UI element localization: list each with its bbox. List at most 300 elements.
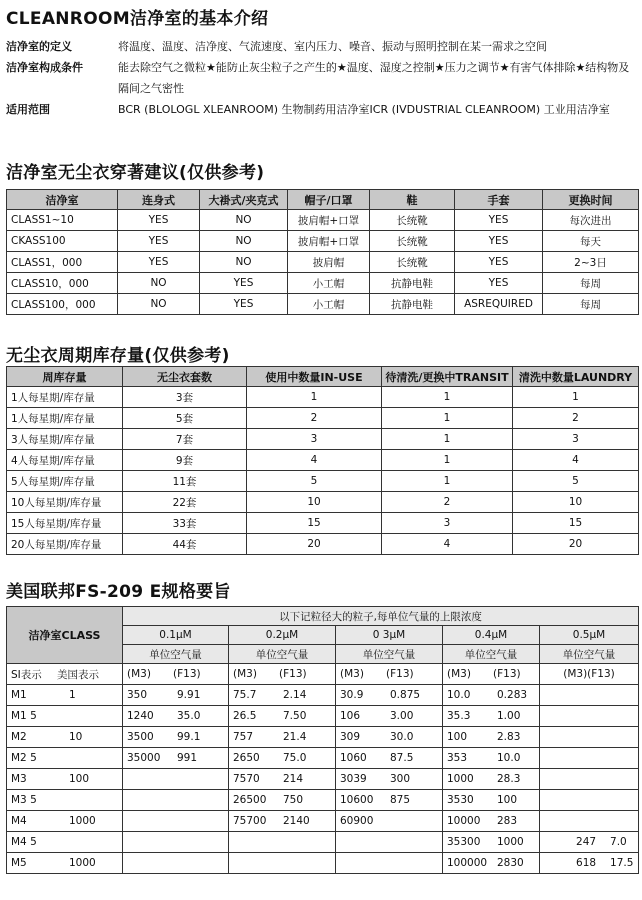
concentration-cell: [540, 769, 639, 790]
m3-value: 757: [233, 731, 254, 743]
si-label: SI表示: [11, 668, 42, 681]
m3-value: 35300: [447, 836, 481, 848]
table-cell: CLASS1~10: [7, 210, 118, 231]
table-row: [7, 210, 639, 231]
table-row: [7, 252, 639, 273]
f13-value: 875: [390, 794, 411, 806]
split-cell: [233, 773, 335, 785]
split-cell: [11, 752, 122, 764]
column-header: 洁净室: [7, 190, 118, 210]
definition-text: BCR (BLOLOGL XLEANROOM) 生物制药用洁净室ICR (IVDUSTRIAL CLEANROOM) 工业用洁净室: [118, 103, 610, 116]
f13-value: 214: [283, 773, 304, 785]
concentration-cell: [336, 811, 443, 832]
split-cell: [340, 668, 442, 680]
definition-block: [6, 36, 636, 120]
split-cell: [447, 857, 539, 869]
concentration-cell: [123, 790, 229, 811]
split-cell: [447, 752, 539, 764]
m3-label: (M3): [127, 668, 151, 680]
table-cell: 1人每星期/库存量: [7, 408, 123, 429]
split-cell: [544, 857, 638, 869]
m3-value: 26500: [233, 794, 267, 806]
column-header: 待清洗/更换中TRANSIT: [382, 367, 513, 387]
concentration-cell: [229, 748, 336, 769]
table-cell: 4: [247, 450, 382, 471]
table-cell: 5: [513, 471, 639, 492]
table-cell: 4人每星期/库存量: [7, 450, 123, 471]
m3-label: (M3): [233, 668, 257, 680]
split-cell: [340, 731, 442, 743]
f13-label: (F13): [493, 668, 521, 680]
us-value: 10: [69, 731, 83, 743]
definition-row: [6, 36, 636, 57]
table-row: [7, 832, 639, 853]
table-cell: 小工帽: [288, 273, 370, 294]
column-header: 使用中数量IN-USE: [247, 367, 382, 387]
table-row: [7, 492, 639, 513]
m3-label: (M3): [340, 668, 364, 680]
section-title-inventory: 无尘衣周期库存量(仅供参考): [6, 346, 230, 366]
si-value: M1: [11, 689, 27, 701]
table-cell: 披肩帽: [288, 252, 370, 273]
table-cell: 2~3日: [543, 252, 639, 273]
table-cell: 2: [382, 492, 513, 513]
table-cell: 每次进出: [543, 210, 639, 231]
split-cell: [127, 689, 228, 701]
concentration-cell: [443, 727, 540, 748]
split-cell: [447, 731, 539, 743]
si-value: M4 5: [11, 836, 37, 848]
concentration-cell: [336, 832, 443, 853]
us-value: 100: [69, 773, 90, 785]
split-cell: [340, 815, 442, 827]
concentration-cell: [443, 769, 540, 790]
m3-value: 1060: [340, 752, 367, 764]
definition-text: 将温度、温度、洁净度、气流速度、室内压力、噪音、振动与照明控制在某一需求之空间: [118, 40, 547, 53]
split-cell: [447, 836, 539, 848]
column-header: 连身式: [118, 190, 200, 210]
table-cell: 长统靴: [370, 210, 455, 231]
table-cell: 1: [382, 408, 513, 429]
split-cell: [11, 836, 122, 848]
unit-header: 单位空气量: [443, 645, 540, 664]
table-cell: 3: [382, 513, 513, 534]
concentration-cell: [123, 706, 229, 727]
table-cell: 长统靴: [370, 252, 455, 273]
concentration-cell: [123, 727, 229, 748]
table-cell: 1人每星期/库存量: [7, 387, 123, 408]
concentration-cell: [336, 706, 443, 727]
table-row: [7, 408, 639, 429]
concentration-cell: [336, 748, 443, 769]
concentration-cell: [540, 706, 639, 727]
table-cell: 5套: [123, 408, 247, 429]
concentration-cell: [123, 748, 229, 769]
split-cell: [340, 689, 442, 701]
table-header-row: [7, 607, 639, 626]
table-cell: 3: [247, 429, 382, 450]
si-value: M2: [11, 731, 27, 743]
split-cell: [11, 689, 122, 701]
f13-value: 87.5: [390, 752, 414, 764]
m3-value: 75700: [233, 815, 267, 827]
table-cell: CKASS100: [7, 231, 118, 252]
us-value: 1: [69, 689, 76, 701]
section-title-garment: 洁净室无尘衣穿著建议(仅供参考): [6, 163, 265, 183]
table-row: [7, 534, 639, 555]
sub-header-row: [7, 664, 639, 685]
unit-sub-header: [123, 664, 229, 685]
table-cell: 20: [513, 534, 639, 555]
table-cell: CLASS1，000: [7, 252, 118, 273]
split-cell: [233, 689, 335, 701]
concentration-cell: [443, 853, 540, 874]
unit-header: 单位空气量: [229, 645, 336, 664]
table-row: [7, 273, 639, 294]
class-cell: [7, 790, 123, 811]
unit-sub-header: [229, 664, 336, 685]
m3-value: 75.7: [233, 689, 257, 701]
table-cell: 15: [247, 513, 382, 534]
table-cell: YES: [118, 231, 200, 252]
concentration-cell: [540, 853, 639, 874]
us-value: 1000: [69, 815, 96, 827]
table-header-row: [7, 190, 639, 210]
garment-table: [6, 189, 639, 315]
split-cell: [544, 836, 638, 848]
split-cell: [233, 794, 335, 806]
si-value: M5: [11, 857, 27, 869]
f13-value: 2830: [497, 857, 524, 869]
table-cell: 抗静电鞋: [370, 294, 455, 315]
table-cell: 22套: [123, 492, 247, 513]
table-cell: 披肩帽+口罩: [288, 210, 370, 231]
split-cell: [233, 710, 335, 722]
split-cell: [11, 731, 122, 743]
table-row: [7, 231, 639, 252]
column-header: 周库存量: [7, 367, 123, 387]
f13-value: 10.0: [497, 752, 521, 764]
table-row: [7, 748, 639, 769]
table-cell: 1: [382, 450, 513, 471]
particle-size-header: 0.4μM: [443, 626, 540, 645]
f13-value: 283: [497, 815, 518, 827]
concentration-cell: [443, 811, 540, 832]
table-cell: YES: [455, 231, 543, 252]
table-header-row: [7, 367, 639, 387]
m3-value: 30.9: [340, 689, 364, 701]
concentration-cell: [229, 790, 336, 811]
concentration-cell: [229, 769, 336, 790]
f13-label: (F13): [386, 668, 414, 680]
concentration-cell: [123, 685, 229, 706]
f13-value: 0.283: [497, 689, 528, 701]
table-row: [7, 387, 639, 408]
m3-value: 2650: [233, 752, 260, 764]
table-cell: 1: [247, 387, 382, 408]
table-cell: NO: [118, 294, 200, 315]
table-cell: 2: [247, 408, 382, 429]
m3-value: 618: [576, 857, 597, 869]
fs209-table: [6, 606, 639, 874]
unit-header: 单位空气量: [540, 645, 639, 664]
class-cell: [7, 706, 123, 727]
m3-value: 26.5: [233, 710, 257, 722]
table-cell: 15: [513, 513, 639, 534]
concentration-header: 以下记粒径大的粒子,每单位气量的上限浓度: [123, 607, 639, 626]
f13-value: 2.83: [497, 731, 521, 743]
column-header: 更换时间: [543, 190, 639, 210]
table-row: [7, 294, 639, 315]
f13-label: (F13): [279, 668, 307, 680]
concentration-cell: [336, 769, 443, 790]
m3-value: 35.3: [447, 710, 471, 722]
f13-value: 9.91: [177, 689, 201, 701]
table-cell: CLASS10，000: [7, 273, 118, 294]
m3-value: 1240: [127, 710, 154, 722]
column-header: 大褂式/夹克式: [200, 190, 288, 210]
split-cell: [11, 815, 122, 827]
table-cell: CLASS100，000: [7, 294, 118, 315]
m3-value: 247: [576, 836, 597, 848]
table-cell: 33套: [123, 513, 247, 534]
f13-value: 2140: [283, 815, 310, 827]
split-cell: [127, 752, 228, 764]
split-cell: [233, 731, 335, 743]
split-cell: [340, 794, 442, 806]
concentration-cell: [229, 853, 336, 874]
table-cell: 每周: [543, 273, 639, 294]
m3-value: 10.0: [447, 689, 471, 701]
m3-value: 10000: [447, 815, 481, 827]
table-cell: YES: [118, 252, 200, 273]
table-cell: 3: [513, 429, 639, 450]
concentration-cell: [443, 790, 540, 811]
f13-value: 2.14: [283, 689, 307, 701]
inventory-table: [6, 366, 639, 555]
table-cell: 3套: [123, 387, 247, 408]
table-cell: 4: [382, 534, 513, 555]
concentration-cell: [540, 790, 639, 811]
split-cell: [233, 815, 335, 827]
table-cell: YES: [455, 210, 543, 231]
definition-row: [6, 57, 636, 99]
table-cell: 2: [513, 408, 639, 429]
table-cell: 15人每星期/库存量: [7, 513, 123, 534]
table-cell: 7套: [123, 429, 247, 450]
column-header: 无尘衣套数: [123, 367, 247, 387]
table-cell: 小工帽: [288, 294, 370, 315]
table-cell: 10: [513, 492, 639, 513]
m3-value: 100000: [447, 857, 488, 869]
split-cell: [127, 710, 228, 722]
concentration-cell: [540, 727, 639, 748]
concentration-cell: [123, 832, 229, 853]
split-cell: [233, 752, 335, 764]
split-cell: [11, 667, 122, 682]
f13-value: 3.00: [390, 710, 414, 722]
split-cell: [233, 668, 335, 680]
table-cell: 3人每星期/库存量: [7, 429, 123, 450]
table-cell: 10人每星期/库存量: [7, 492, 123, 513]
m3-value: 100: [447, 731, 468, 743]
us-label: 美国表示: [57, 668, 99, 681]
split-cell: [11, 794, 122, 806]
table-cell: 10: [247, 492, 382, 513]
concentration-cell: [229, 685, 336, 706]
table-cell: 披肩帽+口罩: [288, 231, 370, 252]
f13-value: 99.1: [177, 731, 201, 743]
split-cell: [11, 857, 122, 869]
us-value: 1000: [69, 857, 96, 869]
concentration-cell: [229, 811, 336, 832]
concentration-cell: [123, 769, 229, 790]
table-row: [7, 706, 639, 727]
definition-row: [6, 99, 636, 120]
m3-value: 309: [340, 731, 361, 743]
si-value: M1 5: [11, 710, 37, 722]
table-cell: ASREQUIRED: [455, 294, 543, 315]
split-cell: [447, 710, 539, 722]
table-cell: YES: [455, 252, 543, 273]
m3-value: 7570: [233, 773, 260, 785]
table-row: [7, 685, 639, 706]
f13-value: 28.3: [497, 773, 521, 785]
m3-value: 10600: [340, 794, 374, 806]
split-cell: [447, 773, 539, 785]
table-cell: YES: [200, 273, 288, 294]
class-header: 洁净室CLASS: [7, 607, 123, 664]
definition-label: 洁净室构成条件: [6, 61, 83, 74]
concentration-cell: [336, 685, 443, 706]
m3-value: 60900: [340, 815, 374, 827]
table-row: [7, 769, 639, 790]
concentration-cell: [229, 832, 336, 853]
concentration-cell: [123, 811, 229, 832]
column-header: 帽子/口罩: [288, 190, 370, 210]
column-header: 鞋: [370, 190, 455, 210]
m3-value: 3039: [340, 773, 367, 785]
split-cell: [340, 773, 442, 785]
table-row: [7, 450, 639, 471]
concentration-cell: [229, 727, 336, 748]
class-cell: [7, 853, 123, 874]
concentration-cell: [336, 853, 443, 874]
table-cell: NO: [200, 252, 288, 273]
class-cell: [7, 769, 123, 790]
concentration-cell: [336, 790, 443, 811]
table-cell: 44套: [123, 534, 247, 555]
m3-value: 350: [127, 689, 148, 701]
split-cell: [127, 668, 228, 680]
definition-label: 洁净室的定义: [6, 40, 72, 53]
split-cell: [340, 752, 442, 764]
f13-value: 75.0: [283, 752, 307, 764]
table-cell: 5: [247, 471, 382, 492]
f13-value: 35.0: [177, 710, 201, 722]
concentration-cell: [443, 832, 540, 853]
f13-value: 30.0: [390, 731, 414, 743]
split-cell: [127, 731, 228, 743]
table-cell: 1: [513, 387, 639, 408]
definition-text: 能去除空气之微粒★能防止灰尘粒子之产生的★温度、湿度之控制★压力之调节★有害气体排除★结构物及隔间之气密性: [118, 61, 630, 95]
definition-label: 适用范围: [6, 103, 50, 116]
table-cell: YES: [118, 210, 200, 231]
column-header: 清洗中数量LAUNDRY: [513, 367, 639, 387]
table-row: [7, 853, 639, 874]
table-row: [7, 727, 639, 748]
split-cell: [11, 773, 122, 785]
concentration-cell: [443, 706, 540, 727]
m3-value: 1000: [447, 773, 474, 785]
class-cell: [7, 748, 123, 769]
table-cell: NO: [200, 231, 288, 252]
concentration-cell: [443, 685, 540, 706]
table-cell: YES: [455, 273, 543, 294]
particle-size-header: 0.5μM: [540, 626, 639, 645]
table-cell: 每天: [543, 231, 639, 252]
table-row: [7, 429, 639, 450]
table-cell: YES: [200, 294, 288, 315]
table-cell: 11套: [123, 471, 247, 492]
f13-value: 750: [283, 794, 304, 806]
table-cell: 1: [382, 471, 513, 492]
m3-value: 353: [447, 752, 468, 764]
split-cell: [447, 815, 539, 827]
m3-value: 3500: [127, 731, 154, 743]
unit-header: 单位空气量: [123, 645, 229, 664]
concentration-cell: [123, 853, 229, 874]
f13-value: 100: [497, 794, 518, 806]
unit-sub-header: [443, 664, 540, 685]
table-row: [7, 790, 639, 811]
split-cell: [11, 710, 122, 722]
table-row: [7, 471, 639, 492]
f13-value: 7.0: [610, 836, 627, 848]
table-cell: 每周: [543, 294, 639, 315]
si-value: M3: [11, 773, 27, 785]
si-us-header: [7, 664, 123, 685]
f13-value: 991: [177, 752, 198, 764]
table-cell: 1: [382, 429, 513, 450]
split-cell: [447, 668, 539, 680]
m3-label: (M3): [447, 668, 471, 680]
split-cell: [340, 710, 442, 722]
f13-value: 17.5: [610, 857, 634, 869]
class-cell: [7, 727, 123, 748]
f13-label: (F13): [173, 668, 201, 680]
particle-size-header: 0.1μM: [123, 626, 229, 645]
unit-sub-header: (M3)(F13): [540, 664, 639, 685]
f13-value: 7.50: [283, 710, 307, 722]
concentration-cell: [336, 727, 443, 748]
f13-value: 1000: [497, 836, 524, 848]
column-header: 手套: [455, 190, 543, 210]
table-cell: 长统靴: [370, 231, 455, 252]
concentration-cell: [540, 748, 639, 769]
si-value: M2 5: [11, 752, 37, 764]
f13-value: 1.00: [497, 710, 521, 722]
table-cell: 5人每星期/库存量: [7, 471, 123, 492]
m3-value: 35000: [127, 752, 161, 764]
m3-value: 106: [340, 710, 361, 722]
section-title-fs209: 美国联邦FS-209 E规格要旨: [6, 582, 231, 602]
table-row: [7, 811, 639, 832]
unit-sub-header: [336, 664, 443, 685]
split-cell: [447, 689, 539, 701]
m3-value: 3530: [447, 794, 474, 806]
table-cell: 1: [382, 387, 513, 408]
